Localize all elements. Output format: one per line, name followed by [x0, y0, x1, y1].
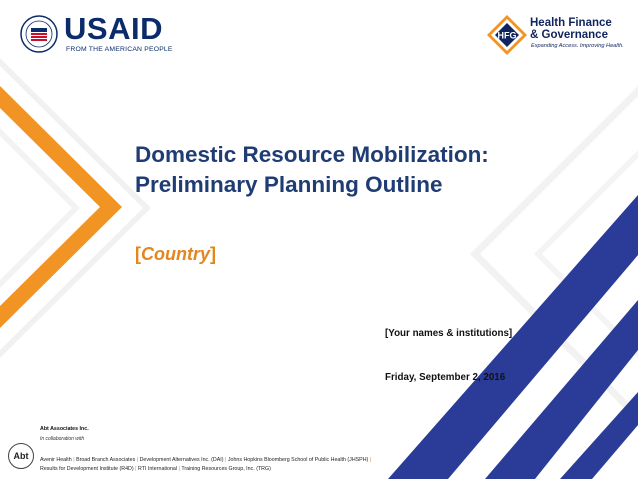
hfg-name-line1: Health Finance [530, 17, 612, 29]
partner-separator: | [369, 457, 372, 463]
footer-collab: In collaboration with [40, 436, 85, 442]
title-line-2: Preliminary Planning Outline [135, 172, 443, 197]
country-bracket-close: ] [210, 244, 216, 264]
partner: Training Resources Group, Inc. (TRG) [181, 466, 271, 472]
usaid-seal-icon [20, 15, 58, 53]
partner: RTI International [137, 466, 178, 472]
usaid-tagline: FROM THE AMERICAN PEOPLE [66, 46, 173, 53]
usaid-wordmark: USAID [64, 11, 163, 46]
abt-logo: Abt [8, 443, 34, 469]
partner-separator: | [136, 457, 139, 463]
partner-separator: | [225, 457, 227, 463]
presentation-date: Friday, September 2, 2016 [385, 372, 506, 383]
partner-separator: | [73, 457, 75, 463]
partner-separator: | [135, 466, 137, 472]
partner: Results for Development Institute (R4D) [40, 466, 134, 472]
title-line-1: Domestic Resource Mobilization: [135, 142, 489, 167]
hfg-mark-text: HFG [497, 30, 517, 41]
partner: Broad Branch Associates [76, 457, 136, 463]
country-bracket-open: [ [135, 244, 141, 264]
partner: Johns Hopkins Bloomberg School of Public Health (JHSPH) [227, 457, 369, 463]
footer-partners-line2 [40, 466, 271, 472]
partner: Avenir Health [40, 457, 72, 463]
hfg-logo-icon [486, 14, 528, 56]
hfg-name-line2: & Governance [530, 29, 608, 41]
presenter-names: [Your names & institutions] [385, 328, 513, 339]
slide-title [135, 140, 575, 200]
faint-chevron-left-2 [0, 128, 80, 288]
partner-separator: | [178, 466, 180, 472]
footer-partners-line1 [40, 457, 371, 463]
footer-org: Abt Associates Inc. [40, 426, 89, 432]
country-text: Country [141, 244, 210, 264]
hfg-tagline: Expanding Access. Improving Health. [531, 43, 624, 49]
partner: Development Alternatives Inc. (DAI) [139, 457, 224, 463]
country-placeholder [135, 244, 216, 265]
